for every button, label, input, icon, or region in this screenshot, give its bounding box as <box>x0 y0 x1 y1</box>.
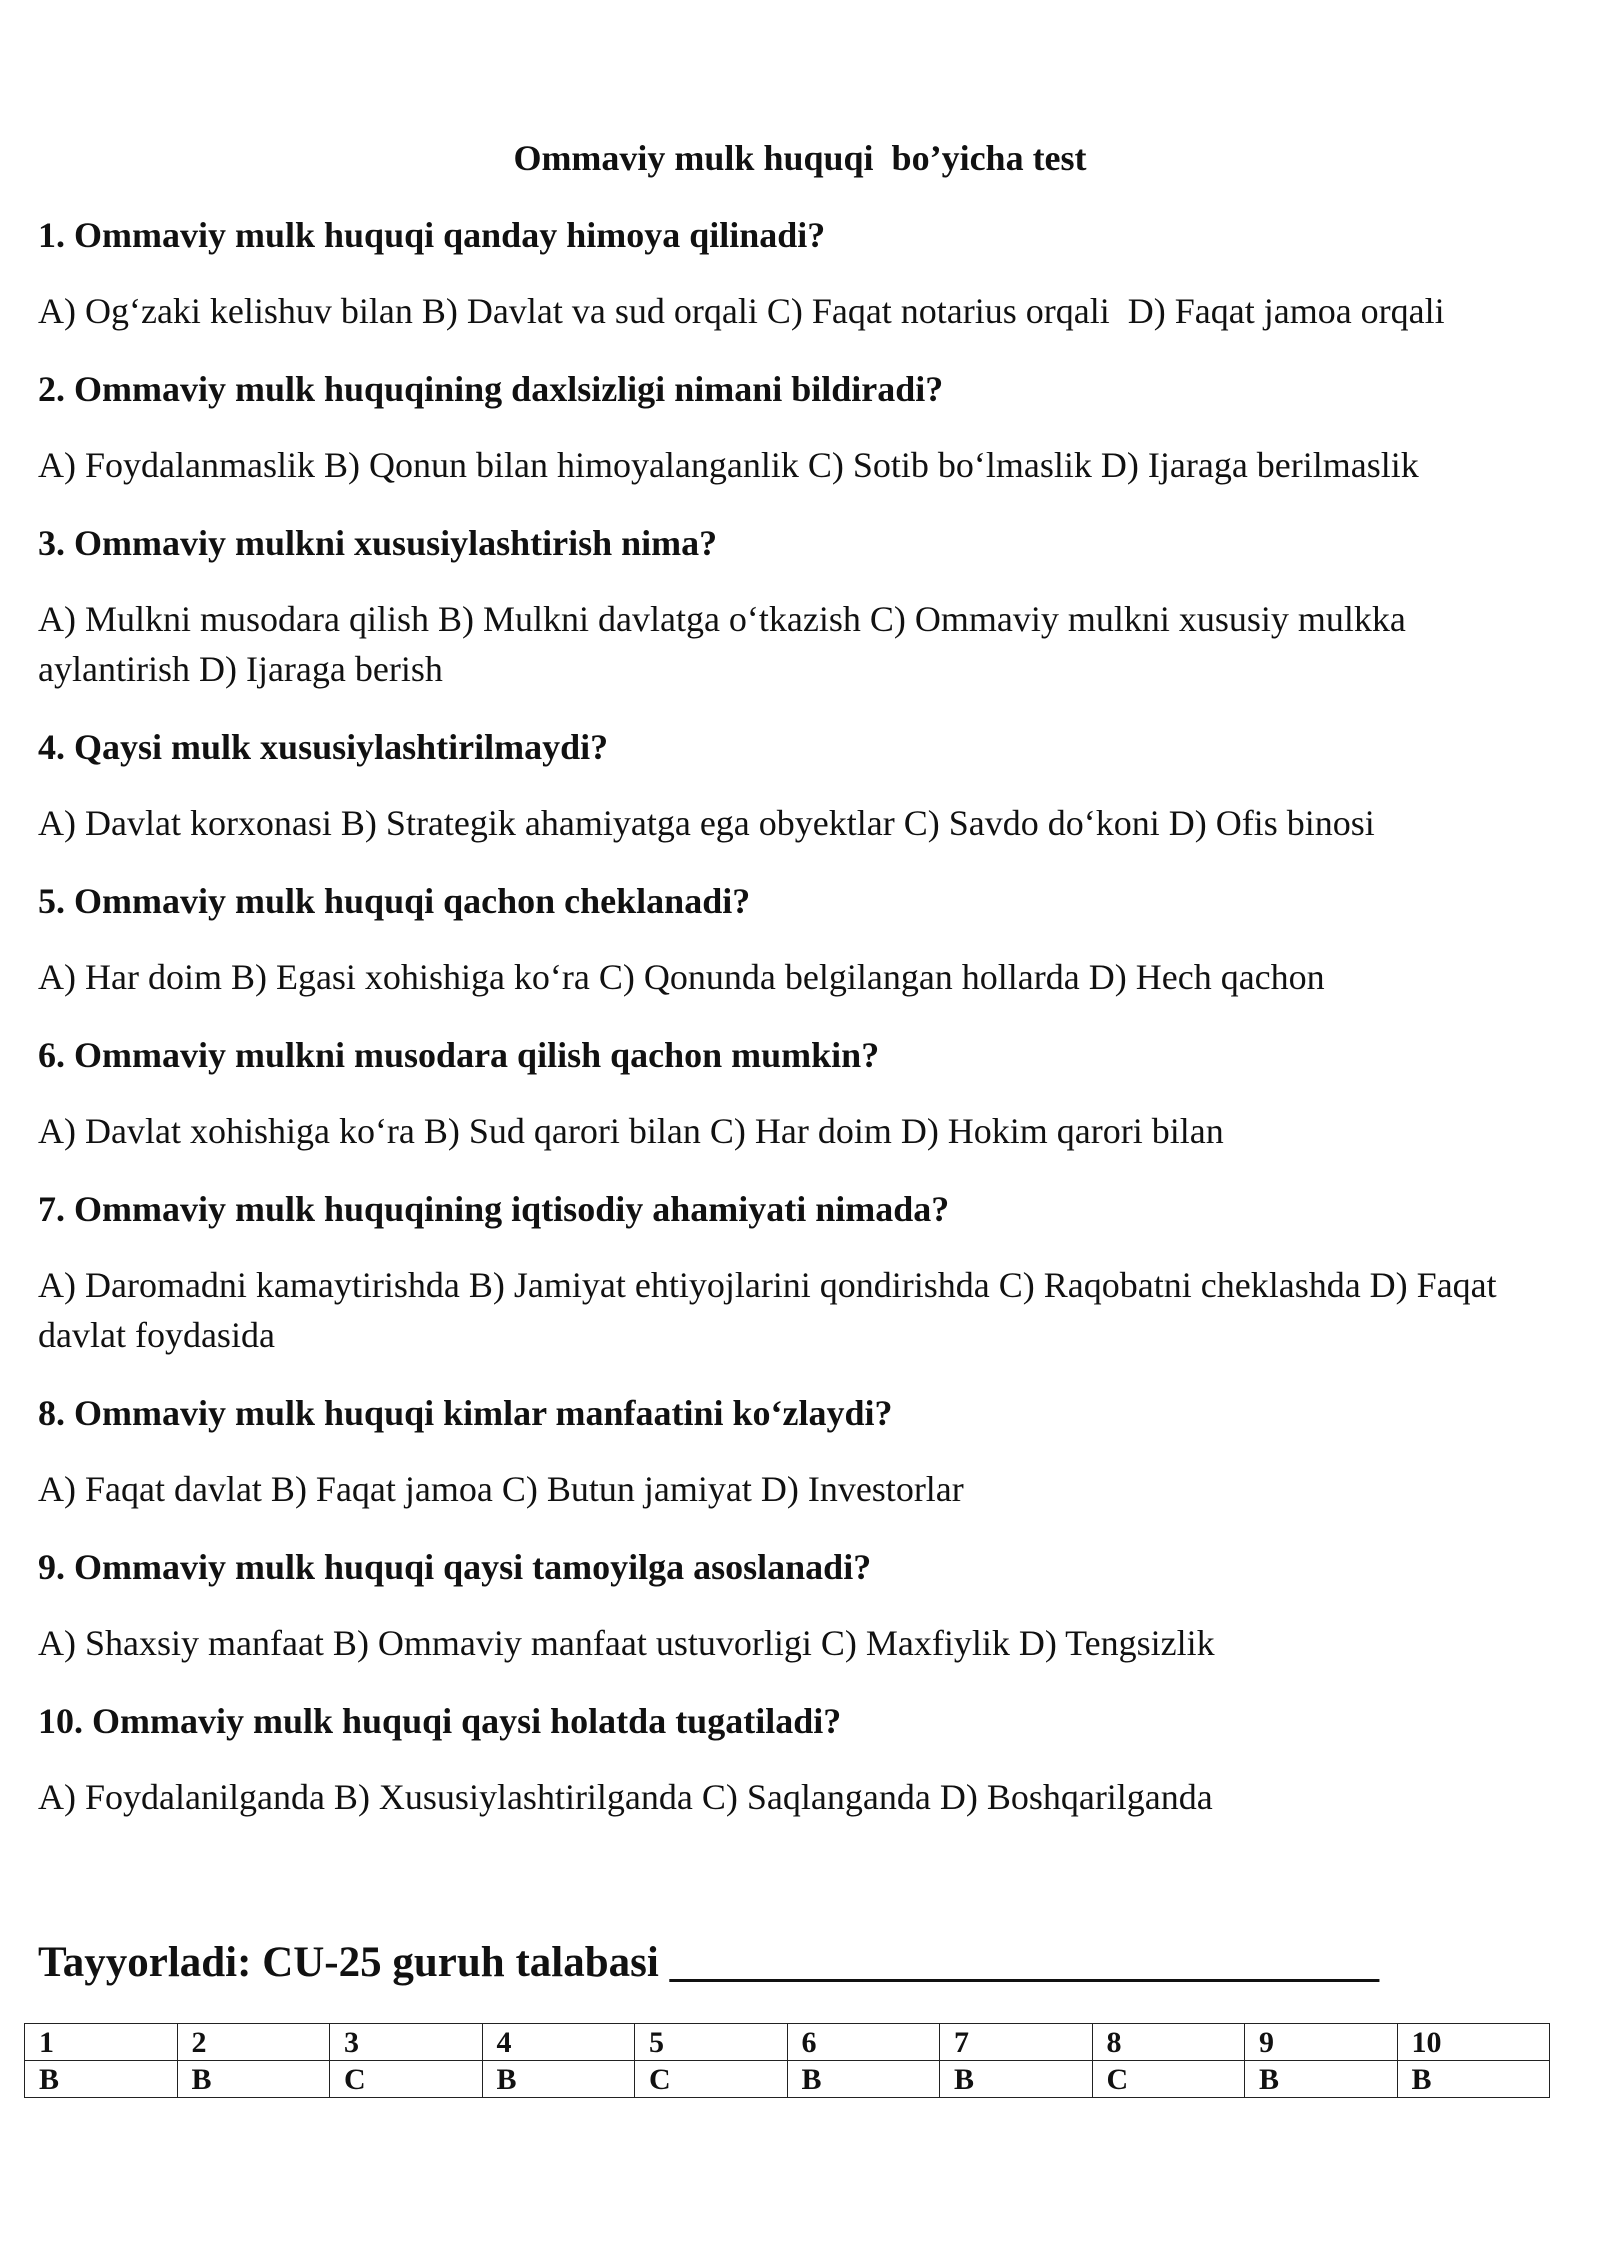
options-9: A) Shaxsiy manfaat B) Ommaviy manfaat ustuvorligi C) Maxfiylik D) Tengsizlik <box>38 1623 1215 1663</box>
answer-key-number: 8 <box>1092 2024 1245 2061</box>
document-title: Ommaviy mulk huquqi bo’yicha test <box>513 138 1087 178</box>
answer-key-answer: B <box>482 2061 635 2098</box>
answer-key-number: 6 <box>787 2024 940 2061</box>
question-2: 2. Ommaviy mulk huquqining daxlsizligi nimani bildiradi? <box>38 369 944 409</box>
question-4: 4. Qaysi mulk xususiylashtirilmaydi? <box>38 727 609 767</box>
options-2: A) Foydalanmaslik B) Qonun bilan himoyalanganlik C) Sotib bo‘lmaslik D) Ijaraga berilmaslik <box>38 445 1419 485</box>
options-1: A) Og‘zaki kelishuv bilan B) Davlat va sud orqali C) Faqat notarius orqali D) Faqat jamoa orqali <box>38 291 1445 331</box>
question-8: 8. Ommaviy mulk huquqi kimlar manfaatini ko‘zlaydi? <box>38 1393 893 1433</box>
answer-key-number: 4 <box>482 2024 635 2061</box>
answer-key-answers-row <box>25 2061 1550 2098</box>
answer-key-number: 7 <box>940 2024 1093 2061</box>
answer-key-answer: C <box>635 2061 788 2098</box>
answer-key-number: 1 <box>25 2024 178 2061</box>
answer-key-number: 2 <box>177 2024 330 2061</box>
answer-key-number: 3 <box>330 2024 483 2061</box>
question-5: 5. Ommaviy mulk huquqi qachon cheklanadi? <box>38 881 751 921</box>
options-7: A) Daromadni kamaytirishda B) Jamiyat ehtiyojlarini qondirishda C) Raqobatni cheklashda D) Faqat davlat foydasida <box>38 1265 1506 1355</box>
question-9: 9. Ommaviy mulk huquqi qaysi tamoyilga asoslanadi? <box>38 1547 872 1587</box>
answer-key-answer: B <box>177 2061 330 2098</box>
answer-key-number: 9 <box>1245 2024 1398 2061</box>
question-10: 10. Ommaviy mulk huquqi qaysi holatda tugatiladi? <box>38 1701 842 1741</box>
answer-key-answer: B <box>1245 2061 1398 2098</box>
question-7: 7. Ommaviy mulk huquqining iqtisodiy ahamiyati nimada? <box>38 1189 950 1229</box>
answer-key-answer: B <box>25 2061 178 2098</box>
answer-key-numbers-row <box>25 2024 1550 2061</box>
options-5: A) Har doim B) Egasi xohishiga ko‘ra C) Qonunda belgilangan hollarda D) Hech qachon <box>38 957 1325 997</box>
answer-key-answer: B <box>787 2061 940 2098</box>
prepared-by-line: Tayyorladi: CU-25 guruh talabasi _________________________________ <box>38 1939 1380 1986</box>
question-6: 6. Ommaviy mulkni musodara qilish qachon mumkin? <box>38 1035 880 1075</box>
answer-key-answer: B <box>1397 2061 1550 2098</box>
options-10: A) Foydalanilganda B) Xususiylashtirilganda C) Saqlanganda D) Boshqarilganda <box>38 1777 1213 1817</box>
answer-key-answer: B <box>940 2061 1093 2098</box>
answer-key-answer: C <box>1092 2061 1245 2098</box>
options-6: A) Davlat xohishiga ko‘ra B) Sud qarori bilan C) Har doim D) Hokim qarori bilan <box>38 1111 1224 1151</box>
options-4: A) Davlat korxonasi B) Strategik ahamiyatga ega obyektlar C) Savdo do‘koni D) Ofis binosi <box>38 803 1375 843</box>
question-1: 1. Ommaviy mulk huquqi qanday himoya qilinadi? <box>38 215 826 255</box>
answer-key-number: 5 <box>635 2024 788 2061</box>
answer-key-answer: C <box>330 2061 483 2098</box>
answer-key-table <box>24 2023 1550 2098</box>
answer-key-number: 10 <box>1397 2024 1550 2061</box>
options-8: A) Faqat davlat B) Faqat jamoa C) Butun jamiyat D) Investorlar <box>38 1469 964 1509</box>
options-3: A) Mulkni musodara qilish B) Mulkni davlatga o‘tkazish C) Ommaviy mulkni xususiy mulkka aylantirish D) Ijaraga berish <box>38 599 1415 689</box>
question-3: 3. Ommaviy mulkni xususiylashtirish nima? <box>38 523 718 563</box>
